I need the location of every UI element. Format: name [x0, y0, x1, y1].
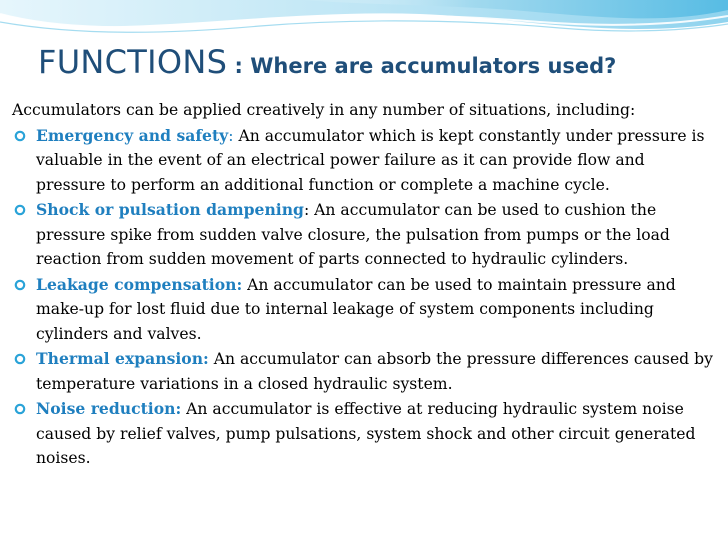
circle-bullet-icon	[14, 403, 26, 415]
bullet-term: Noise reduction:	[36, 399, 182, 418]
circle-bullet-icon	[14, 130, 26, 142]
bullet-text: An accumulator can absorb the pressure differences caused by temperature variations in a closed hydraulic system.	[36, 350, 713, 393]
circle-bullet-icon	[14, 279, 26, 291]
bullet-text: An accumulator can be used to cushion the pressure spike from sudden valve closure, the pulsation from pumps or the load reaction from sudden movement of parts connected to hydraulic cylinders.	[36, 201, 670, 268]
bullet-term: Emergency and safety	[36, 125, 229, 145]
bullet-text: An accumulator is effective at reducing hydraulic system noise caused by relief valves, pump pulsations, system shock and other circuit generated noises.	[36, 400, 696, 467]
bullet-term: Shock or pulsation dampening	[36, 200, 304, 219]
bullet-text: An accumulator which is kept constantly under pressure is valuable in the event of an electrical power failure as it can provide flow and pressure to perform an additional function or complete a machine cycle.	[36, 126, 705, 194]
slide-body	[12, 98, 716, 472]
bullet-separator: :	[303, 201, 310, 219]
bullet-separator: :	[228, 126, 234, 145]
title-subtitle: : Where are accumulators used?	[227, 54, 617, 78]
bullet-term: Thermal expansion:	[36, 349, 209, 368]
bullet-noise-reduction	[12, 397, 716, 471]
circle-bullet-icon	[14, 353, 26, 365]
page-title	[38, 38, 616, 90]
bullet-list	[12, 124, 716, 471]
bullet-emergency-safety	[12, 124, 716, 198]
bullet-shock-pulsation	[12, 198, 716, 272]
bullet-term: Leakage compensation:	[36, 274, 243, 294]
intro-text: Accumulators can be applied creatively in any number of situations, including:	[12, 101, 636, 119]
circle-bullet-icon	[14, 204, 26, 216]
bullet-text: An accumulator can be used to maintain pressure and make-up for lost fluid due to internal leakage of system components including cylinders and valves.	[36, 275, 676, 343]
bullet-thermal-expansion	[12, 347, 716, 396]
bullet-leakage-compensation	[12, 273, 716, 347]
title-main: FUNCTIONS	[38, 43, 228, 81]
